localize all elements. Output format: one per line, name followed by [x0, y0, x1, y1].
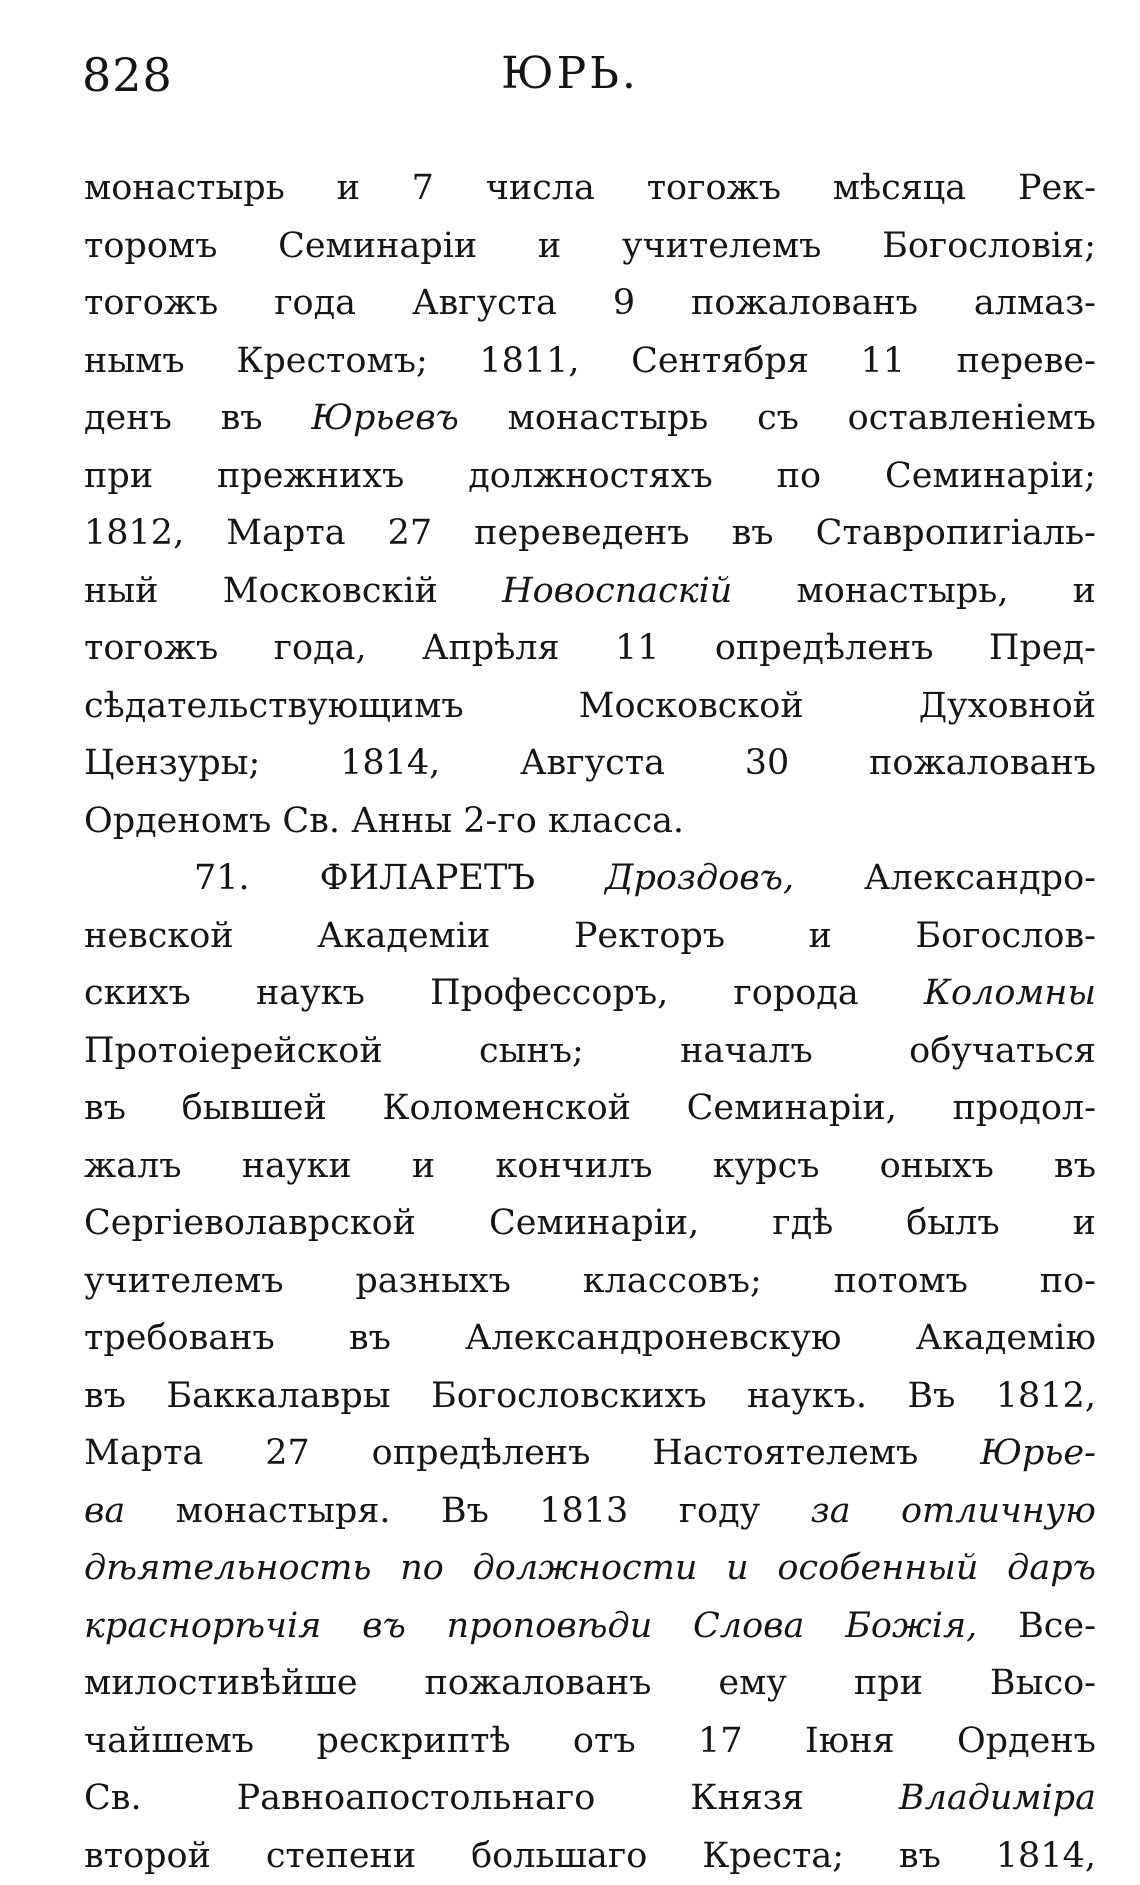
word: жалъ — [84, 1138, 182, 1196]
word: Коломны — [924, 965, 1096, 1023]
word: Цензуры; — [84, 735, 260, 793]
text-line — [84, 1195, 1096, 1253]
word: дѣятельность — [84, 1540, 371, 1598]
word: и — [1073, 563, 1096, 621]
word: 27 — [388, 505, 433, 563]
word: бывшей — [182, 1080, 327, 1138]
word: Семинаріи — [278, 218, 477, 276]
word: Московской — [579, 678, 804, 736]
word: Орденъ — [957, 1713, 1096, 1771]
word: Юрьевъ — [311, 390, 459, 448]
page-number: 828 — [82, 48, 173, 102]
word: года, — [274, 620, 367, 678]
word: 7 — [412, 160, 434, 218]
word: Семинаріи; — [885, 448, 1096, 506]
text-line — [84, 1540, 1096, 1598]
word: 1813 — [539, 1483, 628, 1541]
word: по — [400, 1540, 444, 1598]
text-line — [84, 563, 1096, 621]
word: Креста; — [702, 1828, 844, 1885]
word: Профессоръ, — [430, 965, 668, 1023]
word: рескриптѣ — [316, 1713, 510, 1771]
word: Коломенской — [382, 1080, 631, 1138]
word: 17 — [698, 1713, 743, 1771]
text-line — [84, 793, 1096, 851]
text-line — [84, 1080, 1096, 1138]
word: ФИЛАРЕТЪ — [320, 850, 536, 908]
text-line — [84, 333, 1096, 391]
word: Ставропигіаль- — [816, 505, 1096, 563]
word: Богословскихъ — [431, 1368, 707, 1426]
word: Академію — [916, 1310, 1096, 1368]
word: Ректоръ — [574, 908, 725, 966]
text-line — [84, 1598, 1096, 1656]
word: Крестомъ; — [236, 333, 428, 391]
word: 71. — [194, 850, 250, 908]
word: переве- — [957, 333, 1096, 391]
text-line — [84, 1023, 1096, 1081]
word: пожалованъ — [425, 1655, 652, 1713]
running-head: ЮРЬ. — [0, 48, 1140, 99]
text-line — [84, 1310, 1096, 1368]
word: Божія, — [845, 1598, 977, 1656]
text-line — [84, 850, 1096, 908]
word: Духовной — [919, 678, 1096, 736]
word: и — [337, 160, 360, 218]
word: Апрѣля — [422, 620, 560, 678]
word: Августа — [412, 275, 557, 333]
word: тогожъ — [647, 160, 781, 218]
word: съ — [757, 390, 799, 448]
word: по — [777, 448, 821, 506]
word: 1811, — [479, 333, 579, 391]
word: переведенъ — [474, 505, 689, 563]
word: торомъ — [84, 218, 217, 276]
word: второй — [84, 1828, 211, 1885]
text-line — [84, 620, 1096, 678]
text-line — [84, 1138, 1096, 1196]
word: 1814, — [996, 1828, 1096, 1885]
word: разныхъ — [355, 1253, 511, 1311]
text-line — [84, 160, 1096, 218]
word: оныхъ — [880, 1138, 994, 1196]
text-line — [84, 505, 1096, 563]
word: Слова — [693, 1598, 804, 1656]
word: скихъ — [84, 965, 191, 1023]
word: и — [809, 908, 832, 966]
line-text: Орденомъ Св. Анны 2-го класса. — [84, 801, 684, 841]
word: монастырь — [508, 390, 709, 448]
word: Равноапостольнаго — [237, 1770, 596, 1828]
text-line — [84, 678, 1096, 736]
word: Сентября — [631, 333, 809, 391]
text-line — [84, 1828, 1096, 1885]
text-line — [84, 218, 1096, 276]
word: началъ — [680, 1023, 813, 1081]
text-line — [84, 1368, 1096, 1426]
word: невской — [84, 908, 234, 966]
word: ему — [718, 1655, 787, 1713]
word: былъ — [906, 1195, 999, 1253]
word: въ — [84, 1080, 126, 1138]
word: классовъ; — [583, 1253, 762, 1311]
word: 27 — [265, 1425, 310, 1483]
word: году — [679, 1483, 761, 1541]
word: степени — [266, 1828, 416, 1885]
word: Въ — [441, 1483, 489, 1541]
word: даръ — [1007, 1540, 1096, 1598]
word: Въ — [907, 1368, 955, 1426]
text-line — [84, 1655, 1096, 1713]
word: въ — [1054, 1138, 1096, 1196]
word: Юрье- — [980, 1425, 1096, 1483]
word: монастырь, — [797, 563, 1009, 621]
word: Богослов- — [915, 908, 1096, 966]
word: 1812, — [84, 505, 184, 563]
text-line — [84, 908, 1096, 966]
word: денъ — [84, 390, 172, 448]
word: Князя — [690, 1770, 804, 1828]
word: 11 — [860, 333, 905, 391]
word: при — [84, 448, 153, 506]
word: Александроневскую — [465, 1310, 841, 1368]
word: наукъ. — [747, 1368, 867, 1426]
word: Настоятелемъ — [652, 1425, 918, 1483]
word: 30 — [745, 735, 790, 793]
body-text — [84, 160, 1096, 1885]
word: года — [274, 275, 356, 333]
word: Протоіерейской — [84, 1023, 383, 1081]
word: Высо- — [990, 1655, 1096, 1713]
word: Академіи — [317, 908, 490, 966]
word: Іюня — [805, 1713, 895, 1771]
text-line — [84, 1253, 1096, 1311]
word: гдѣ — [772, 1195, 833, 1253]
word: и — [1073, 1195, 1096, 1253]
text-line — [84, 1425, 1096, 1483]
word: ва — [84, 1483, 125, 1541]
word: и — [538, 218, 561, 276]
text-line — [84, 965, 1096, 1023]
word: мѣсяца — [833, 160, 966, 218]
word: большаго — [471, 1828, 647, 1885]
word: прежнихъ — [217, 448, 404, 506]
word: въ — [732, 505, 774, 563]
word: въ — [362, 1598, 406, 1656]
word: Августа — [520, 735, 665, 793]
word: Владиміра — [899, 1770, 1096, 1828]
page-header — [0, 48, 1140, 128]
word: числа — [486, 160, 595, 218]
word: курсъ — [713, 1138, 820, 1196]
word: Богословія; — [882, 218, 1096, 276]
text-line — [84, 1770, 1096, 1828]
word: монастыря. — [176, 1483, 391, 1541]
word: и — [726, 1540, 749, 1598]
word: наукъ — [256, 965, 365, 1023]
word: ный — [84, 563, 159, 621]
word: должностяхъ — [468, 448, 713, 506]
word: въ — [221, 390, 263, 448]
word: Семинаріи, — [687, 1080, 897, 1138]
word: въ — [84, 1368, 126, 1426]
word: особенный — [777, 1540, 978, 1598]
text-line — [84, 448, 1096, 506]
word: алмаз- — [974, 275, 1096, 333]
word: учителемъ — [84, 1253, 284, 1311]
word: чайшемъ — [84, 1713, 254, 1771]
word: милостивѣйше — [84, 1655, 358, 1713]
text-line — [84, 275, 1096, 333]
word: требованъ — [84, 1310, 275, 1368]
word: краснорѣчія — [84, 1598, 321, 1656]
word: сынъ; — [479, 1023, 584, 1081]
word: Семинаріи, — [489, 1195, 699, 1253]
word: Все- — [1018, 1598, 1096, 1656]
word: Рек- — [1018, 160, 1096, 218]
word: Дроздовъ, — [605, 850, 794, 908]
word: нымъ — [84, 333, 185, 391]
word: оставленіемъ — [848, 390, 1096, 448]
word: сѣдательствующимъ — [84, 678, 464, 736]
word: обучаться — [909, 1023, 1096, 1081]
word: Александро- — [864, 850, 1096, 908]
word: потомъ — [834, 1253, 968, 1311]
word: въ — [899, 1828, 941, 1885]
text-line — [84, 1483, 1096, 1541]
word: тогожъ — [84, 275, 218, 333]
word: науки — [242, 1138, 352, 1196]
word: Св. — [84, 1770, 142, 1828]
word: продол- — [952, 1080, 1096, 1138]
word: 1812, — [996, 1368, 1096, 1426]
word: Московскій — [223, 563, 438, 621]
text-line — [84, 390, 1096, 448]
word: тогожъ — [84, 620, 218, 678]
word: по- — [1040, 1253, 1096, 1311]
word: опредѣленъ — [715, 620, 934, 678]
word: и — [412, 1138, 435, 1196]
word: пожалованъ — [869, 735, 1096, 793]
word: Марта — [226, 505, 345, 563]
word: при — [854, 1655, 923, 1713]
text-line — [84, 735, 1096, 793]
word: пожалованъ — [691, 275, 918, 333]
word: Пред- — [989, 620, 1096, 678]
word: въ — [349, 1310, 391, 1368]
word: Сергіеволаврской — [84, 1195, 416, 1253]
word: должности — [473, 1540, 698, 1598]
word: монастырь — [84, 160, 285, 218]
word: проповѣди — [447, 1598, 653, 1656]
word: 9 — [613, 275, 635, 333]
word: опредѣленъ — [372, 1425, 591, 1483]
word: города — [733, 965, 858, 1023]
word: Марта — [84, 1425, 203, 1483]
word: отъ — [573, 1713, 636, 1771]
word: 1814, — [340, 735, 440, 793]
word: за — [811, 1483, 851, 1541]
word: учителемъ — [622, 218, 822, 276]
text-line — [84, 1713, 1096, 1771]
word: 11 — [615, 620, 660, 678]
word: отличную — [901, 1483, 1096, 1541]
word: кончилъ — [495, 1138, 652, 1196]
word: Баккалавры — [166, 1368, 390, 1426]
word: Новоспаскій — [502, 563, 732, 621]
